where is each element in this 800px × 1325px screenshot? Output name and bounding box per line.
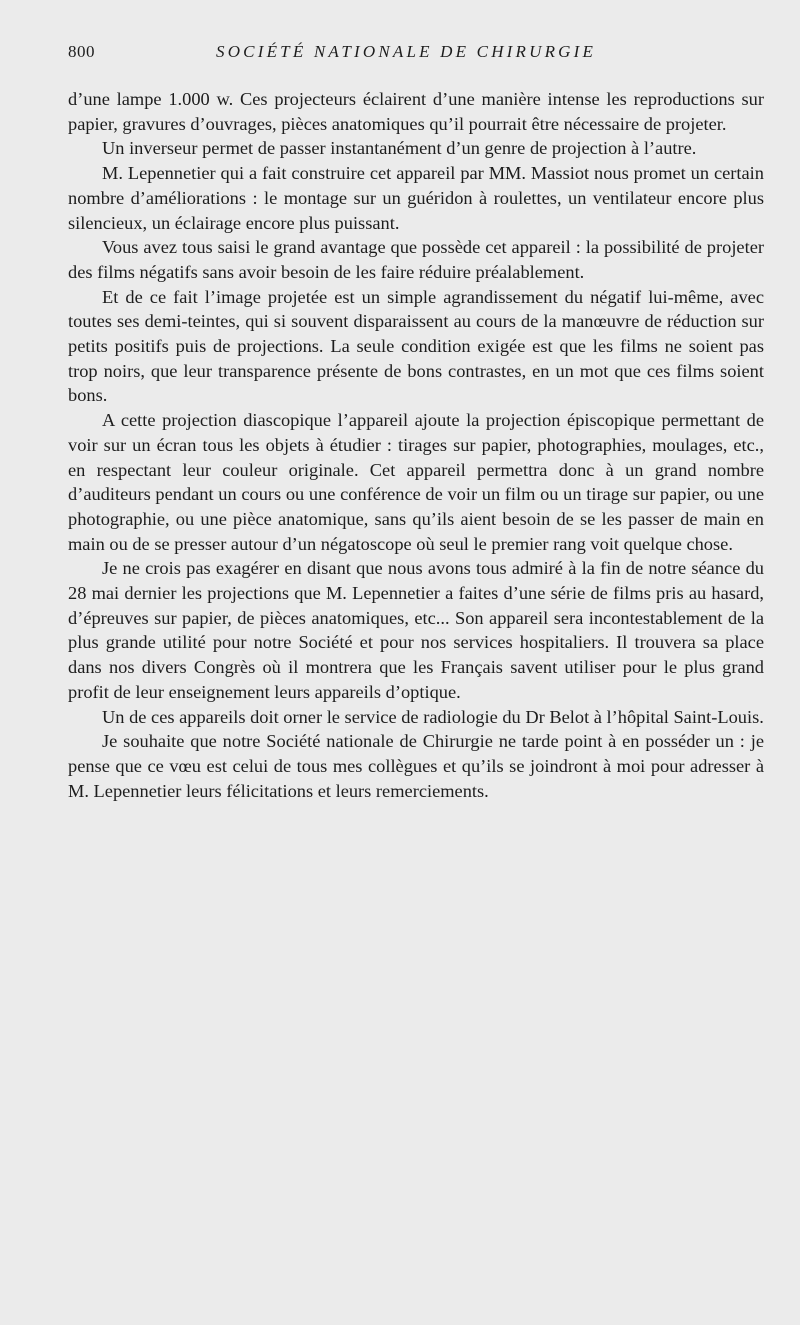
body-text xyxy=(68,87,764,803)
running-head xyxy=(68,42,764,66)
paragraph: Vous avez tous saisi le grand avantage que possède cet appareil : la possibilité de projeter des films négatifs sans avoir besoin de les faire réduire préalablement. xyxy=(68,237,764,282)
page-number: 800 xyxy=(68,42,95,61)
paragraph-continuation: d’une lampe 1.000 w. Ces projecteurs éclairent d’une manière intense les reproductions sur papier, gravures d’ouvrages, pièces anatomiques qu’il pourrait être nécessaire de projeter. xyxy=(68,89,764,134)
paragraph: Je ne crois pas exagérer en disant que nous avons tous admiré à la fin de notre séance du 28 mai dernier les projections que M. Lepennetier a faites d’une série de films pris au hasard, d’épreuves sur papier, de pièces anatomiques, etc... Son appareil sera incontestablement de la plus grande utilité pour notre Société et pour nos services hospitaliers. Il trouvera sa place dans nos divers Congrès où il montrera que les Français savent utiliser pour le plus grand profit de leur enseignement leurs appareils d’optique. xyxy=(68,558,764,702)
paragraph: Je souhaite que notre Société nationale de Chirurgie ne tarde point à en posséder un : je pense que ce vœu est celui de tous mes collègues et qu’ils se joindront à moi pour adresser à M. Lepennetier leurs félicitations et leurs remerciements. xyxy=(68,731,764,801)
paragraph: M. Lepennetier qui a fait construire cet appareil par MM. Massiot nous promet un certain nombre d’améliorations : le montage sur un guéridon à roulettes, un ventilateur encore plus silencieux, un éclairage encore plus puissant. xyxy=(68,163,764,233)
journal-title: SOCIÉTÉ NATIONALE DE CHIRURGIE xyxy=(216,42,597,61)
paragraph: Un de ces appareils doit orner le service de radiologie du Dr Belot à l’hôpital Saint-Louis. xyxy=(102,706,764,727)
paragraph: Et de ce fait l’image projetée est un simple agrandissement du négatif lui-même, avec toutes ses demi-teintes, qui si souvent disparaissent au cours de la manœuvre de réduction sur petits positifs puis de projections. La seule condition exigée est que les films ne soient pas trop noirs, que leur transparence présente de bons contrastes, en un mot que ces films soient bons. xyxy=(68,286,764,406)
paragraph: A cette projection diascopique l’appareil ajoute la projection épiscopique permettant de voir sur un écran tous les objets à étudier : tirages sur papier, photographies, moulages, etc., en respectant leur couleur originale. Cet appareil permettra donc à un grand nombre d’auditeurs pendant un cours ou une conférence de voir un film ou un tirage sur papier, ou une photographie, ou une pièce anatomique, sans qu’ils aient besoin de se les passer de main en main ou de se presser autour d’un négatoscope où seul le premier rang voit quelque chose. xyxy=(68,410,764,554)
paragraph: Un inverseur permet de passer instantanément d’un genre de projection à l’autre. xyxy=(102,138,697,159)
